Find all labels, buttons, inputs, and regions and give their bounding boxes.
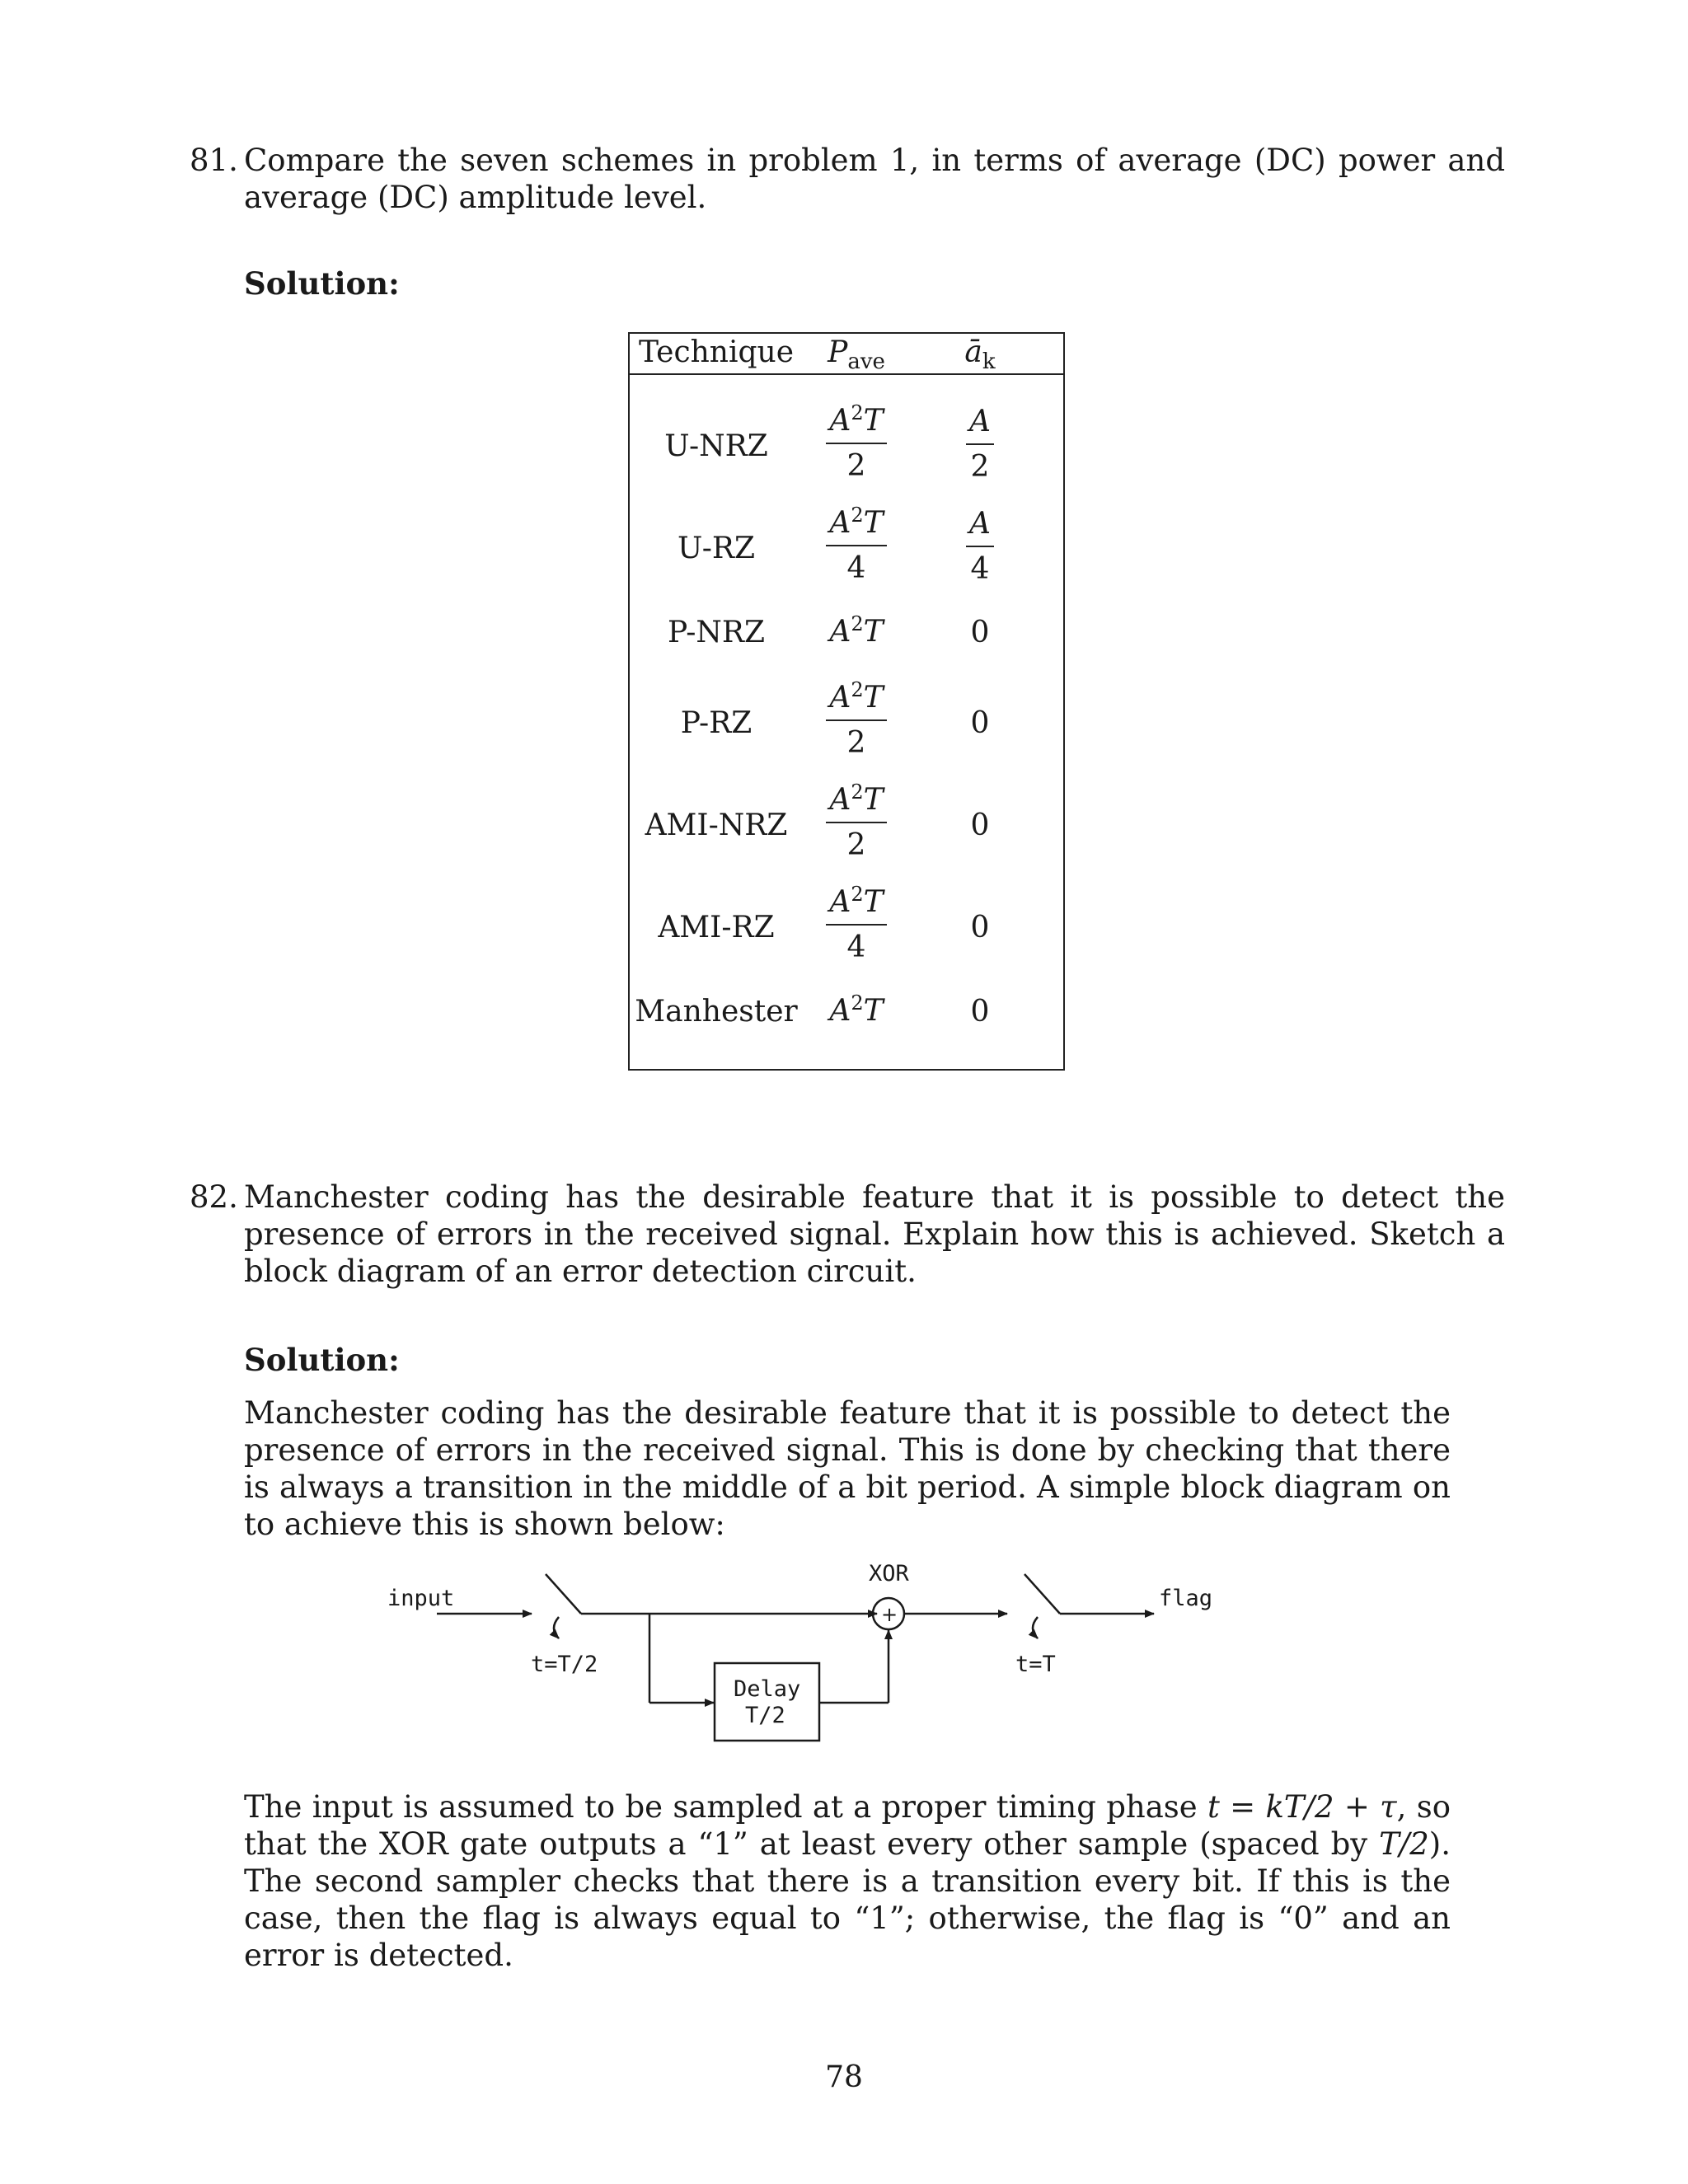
problem-81-text	[190, 142, 1505, 216]
delay-label-line-1: Delay	[734, 1676, 801, 1702]
flag-label: flag	[1159, 1586, 1213, 1611]
sampler-1-label: t=T/2	[531, 1652, 598, 1677]
table-row-power: $A^2T$	[829, 612, 884, 649]
table-row-technique: AMI-RZ	[658, 911, 775, 944]
table-row-amplitude: 0	[970, 706, 990, 740]
xor-symbol: +	[881, 1603, 898, 1626]
input-label: input	[387, 1586, 455, 1611]
table-row-technique: P-RZ	[680, 706, 753, 740]
table-header-amplitude: $ā_k$	[964, 335, 996, 374]
inline-math: t = kT/2 + τ	[1207, 1789, 1397, 1825]
table-row-technique: U-NRZ	[664, 429, 768, 463]
sampler-2-label: t=T	[1015, 1652, 1056, 1677]
table-row-technique: Manhester	[635, 995, 798, 1029]
solution-paragraph: Manchester coding has the desirable feature that it is possible to detect the presence of errors in the received signal. This is done by checking that there is always a transition in the middle of a bit period. A simple block diagram on to achieve this is shown below:	[244, 1395, 1451, 1542]
table-row-technique: AMI-NRZ	[645, 808, 788, 842]
problem-number: 81.	[190, 143, 238, 178]
problem-number: 82.	[190, 1179, 238, 1215]
table-row-amplitude: $\frac{A}{4}$	[926, 507, 1034, 586]
table-row-amplitude: 0	[970, 911, 990, 944]
problem-82-text	[190, 1179, 1505, 1290]
page-number: 78	[825, 2060, 863, 2094]
xor-label: XOR	[869, 1561, 909, 1586]
problem-statement: Manchester coding has the desirable feature that it is possible to detect the presence of errors in the received signal. Explain how this is achieved. Sketch a block diagram of an error detection circuit.	[244, 1179, 1505, 1289]
sampler-1-switch	[546, 1574, 581, 1614]
table-row-power: $\frac{A^2T}{4}$	[803, 883, 910, 964]
sampler-2-switch	[1025, 1574, 1060, 1614]
error-detection-block-diagram	[387, 1549, 1253, 1755]
table-header-technique: Technique	[638, 335, 795, 369]
table-row-power: $\frac{A^2T}{2}$	[803, 780, 910, 862]
delay-label-line-2: T/2	[745, 1703, 785, 1728]
table-row-amplitude: $\frac{A}{2}$	[926, 405, 1034, 484]
closing-paragraph: The input is assumed to be sampled at a proper timing phase t = kT/2 + τ, so that the XOR gate outputs a “1” at least every other sample (spaced by T/2). The second sampler checks that there is a transition every bit. If this is the case, then the flag is always equal to “1”; otherwise, the flag is “0” and an error is detected.	[244, 1789, 1451, 1973]
sampler-1-rotation	[554, 1617, 559, 1638]
inline-math: T/2	[1379, 1826, 1429, 1862]
table-row-technique: P-NRZ	[667, 616, 766, 649]
delay-block	[715, 1663, 819, 1741]
table-row-amplitude: 0	[970, 995, 990, 1029]
sampler-2-rotation	[1033, 1617, 1038, 1638]
solution-heading: Solution:	[244, 1342, 400, 1378]
table-row-power: $\frac{A^2T}{2}$	[803, 401, 910, 483]
solution-heading: Solution:	[244, 265, 400, 302]
table-row-power: $\frac{A^2T}{4}$	[803, 504, 910, 585]
table-row-power: $A^2T$	[829, 991, 884, 1028]
table-header-power: $P_{ave}$	[828, 335, 885, 374]
table-row-power: $\frac{A^2T}{2}$	[803, 678, 910, 760]
table-row-technique: U-RZ	[678, 532, 755, 565]
problem-statement: Compare the seven schemes in problem 1, in terms of average (DC) power and average (DC) amplitude level.	[244, 143, 1505, 215]
comparison-table	[628, 332, 1065, 1071]
table-row-amplitude: 0	[970, 808, 990, 842]
table-row-amplitude: 0	[970, 616, 990, 649]
header-rule	[630, 373, 1063, 375]
